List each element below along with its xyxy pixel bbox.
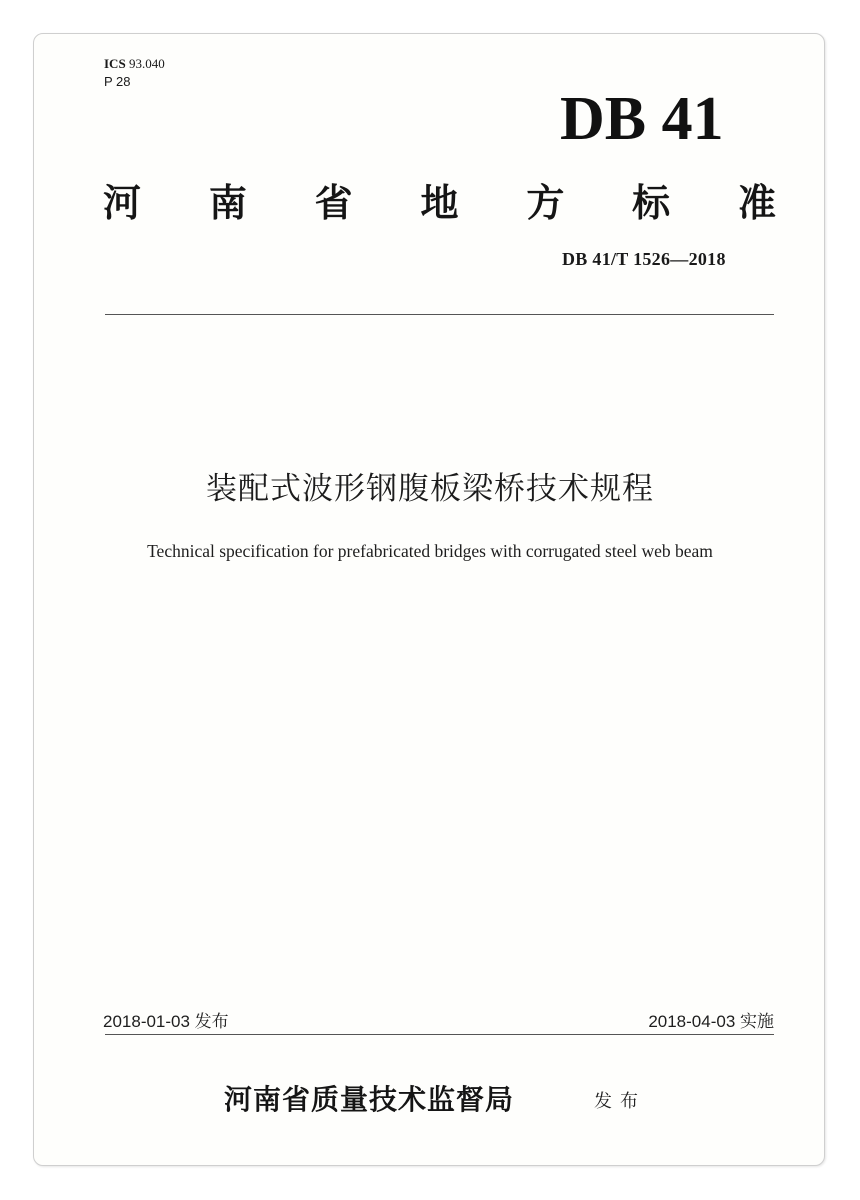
ics-classification bbox=[104, 57, 165, 71]
standard-type-char: 南 bbox=[208, 180, 247, 225]
issue-date: 2018-01-03 发布 bbox=[103, 1012, 229, 1031]
standard-number: DB 41/T 1526—2018 bbox=[562, 249, 726, 269]
implementation-date: 2018-04-03 实施 bbox=[648, 1012, 774, 1031]
ics-label: ICS bbox=[104, 56, 126, 71]
db-code-heading: DB 41 bbox=[560, 85, 724, 153]
footer-divider bbox=[105, 1034, 774, 1035]
ics-code: 93.040 bbox=[128, 56, 165, 71]
header-divider bbox=[105, 314, 774, 315]
ccs-classification: P 28 bbox=[104, 74, 131, 89]
standard-type-char: 省 bbox=[314, 180, 353, 225]
standard-type-char: 方 bbox=[526, 180, 565, 225]
publish-label: 发布 bbox=[594, 1091, 646, 1112]
standard-type-heading bbox=[103, 178, 776, 228]
standard-type-char: 河 bbox=[103, 180, 142, 225]
document-title-english: Technical specification for prefabricated bridges with corrugated steel web beam bbox=[147, 541, 713, 561]
publisher-name: 河南省质量技术监督局 bbox=[224, 1083, 515, 1116]
document-title-chinese: 装配式波形钢腹板梁桥技术规程 bbox=[206, 471, 654, 507]
standard-type-char: 准 bbox=[737, 180, 776, 225]
standard-type-char: 地 bbox=[420, 180, 459, 225]
standard-type-char: 标 bbox=[632, 180, 671, 225]
